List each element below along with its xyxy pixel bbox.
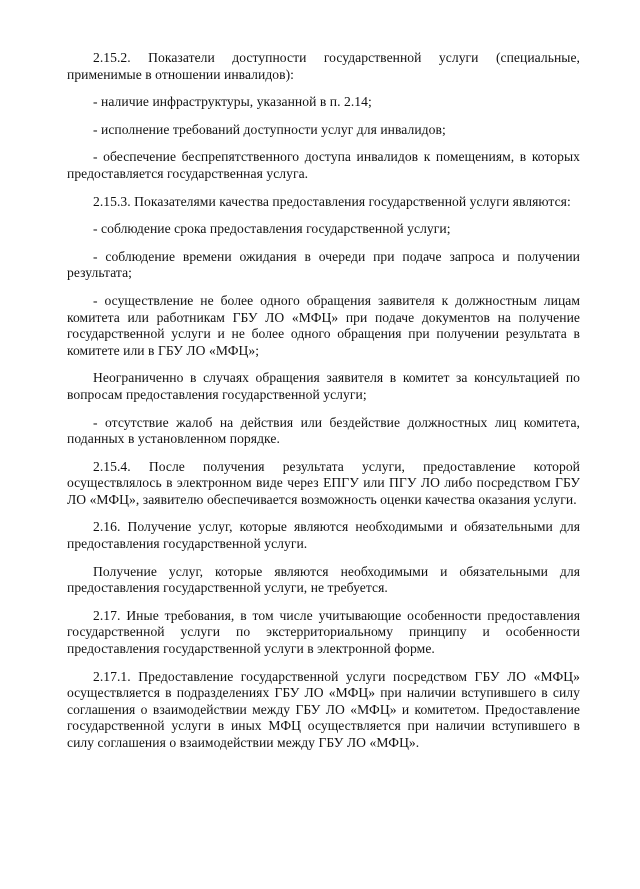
paragraph-2-16: 2.16. Получение услуг, которые являются необходимыми и обязательными для предоставления государственной услуги. (67, 519, 580, 552)
list-item-accessibility-requirements: - исполнение требований доступности услуг для инвалидов; (93, 121, 446, 137)
paragraph-2-15-3: 2.15.3. Показателями качества предоставления государственной услуги являются: (93, 193, 571, 209)
list-item-single-appeal: - осуществление не более одного обращения заявителя к должностным лицам комитета или работникам ГБУ ЛО «МФЦ» при подаче документов на получение государственной услуги и не более одного обращения при получении результата в комитете или в ГБУ ЛО «МФЦ»; (67, 292, 580, 358)
paragraph-unlimited-consultations: Неограниченно в случаях обращения заявителя в комитет за консультацией по вопросам предоставления государственной услуги; (67, 370, 580, 402)
paragraph-2-17-1: 2.17.1. Предоставление государственной услуги посредством ГБУ ЛО «МФЦ» осуществляется в подразделениях ГБУ ЛО «МФЦ» при наличии вступившего в силу соглашения о взаимодействии между ГБУ ЛО «МФЦ» и комитетом. Предоставление государственной услуги в иных МФЦ осуществляется при наличии вступившего в силу соглашения о взаимодействии между ГБУ ЛО «МФЦ». (67, 668, 580, 750)
paragraph-2-17: 2.17. Иные требования, в том числе учитывающие особенности предоставления государственной услуги по экстерриториальному принципу и особенности предоставления государственной услуги в электронной форме. (67, 607, 580, 657)
list-item-infrastructure: - наличие инфраструктуры, указанной в п. 2.14; (93, 94, 372, 110)
document-body (67, 50, 580, 763)
paragraph-2-15-4: 2.15.4. После получения результата услуги, предоставление которой осуществлялось в электронном виде через ЕПГУ или ПГУ ЛО либо посредством ГБУ ЛО «МФЦ», заявителю обеспечивается возможность оценки качества оказания услуги. (67, 458, 580, 507)
list-item-unobstructed-access: - обеспечение беспрепятственного доступа инвалидов к помещениям, в которых предоставляется государственная услуга. (67, 149, 580, 181)
list-item-no-complaints: - отсутствие жалоб на действия или бездействие должностных лиц комитета, поданных в установленном порядке. (67, 414, 580, 447)
list-item-waiting-time: - соблюдение времени ожидания в очереди при подаче запроса и получении результата; (67, 248, 580, 281)
list-item-deadline-compliance: - соблюдение срока предоставления государственной услуги; (93, 221, 451, 237)
paragraph-2-15-2: 2.15.2. Показатели доступности государственной услуги (специальные, применимые в отношении инвалидов): (67, 50, 580, 82)
paragraph-services-not-required: Получение услуг, которые являются необходимыми и обязательными для предоставления государственной услуги, не требуется. (67, 563, 580, 596)
